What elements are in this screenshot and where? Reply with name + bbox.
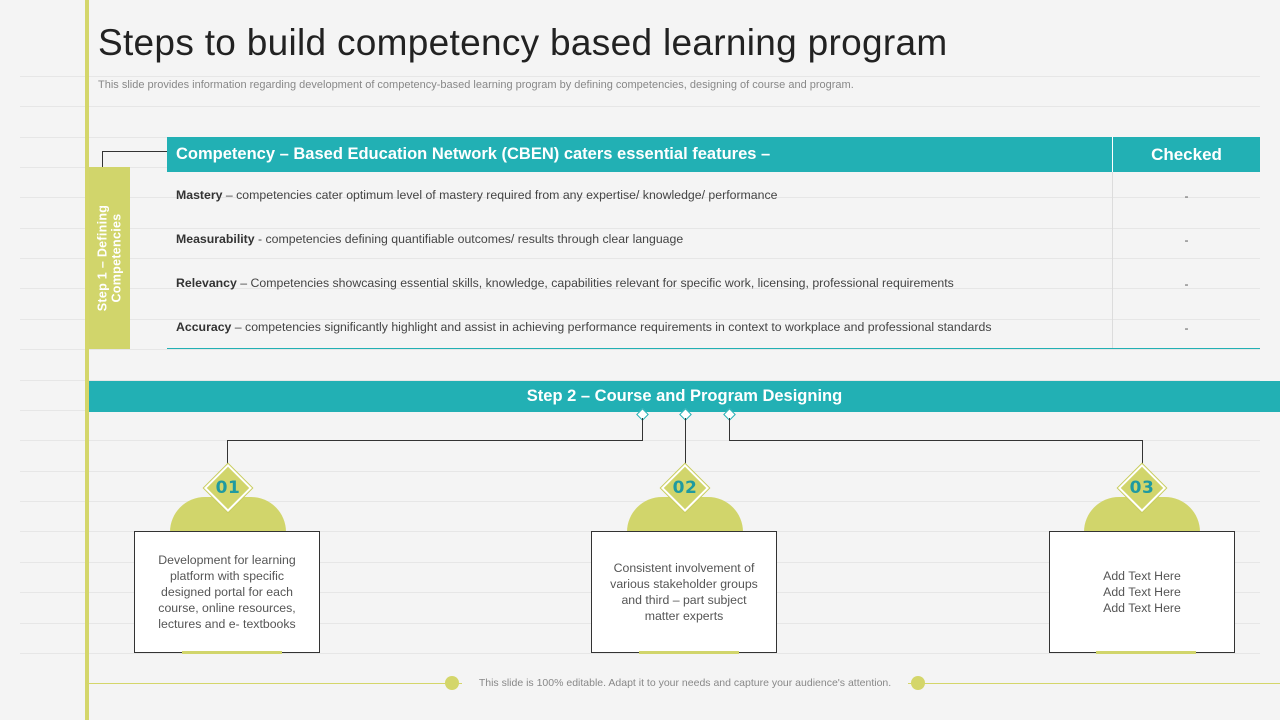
background-rule	[20, 76, 1260, 77]
footer-dot	[445, 676, 459, 690]
row-checked: -	[1184, 321, 1189, 335]
table-row	[176, 276, 954, 290]
table-row	[176, 232, 683, 246]
row-checked: -	[1184, 277, 1189, 291]
background-rule	[20, 349, 1260, 350]
row-term: Measurability	[176, 232, 255, 246]
left-accent-rule	[85, 0, 89, 720]
table-bottom-rule	[167, 348, 1260, 349]
row-text: – competencies significantly highlight and assist in achieving performance requirements in context to workplace and professional standards	[231, 320, 992, 334]
row-text: - competencies defining quantifiable outcomes/ results through clear language	[254, 232, 684, 246]
step1-tab	[89, 167, 130, 349]
connector-line	[685, 418, 686, 465]
connector-line	[102, 151, 103, 167]
row-text: – competencies cater optimum level of mastery required from any expertise/ knowledge/ performance	[222, 188, 778, 202]
step-card-text: Add Text Here Add Text Here Add Text Here	[1103, 569, 1181, 615]
background-rule	[20, 258, 1260, 259]
connector-line	[102, 151, 167, 152]
connector-line	[227, 440, 228, 465]
step1-label: Step 1 – Defining Competencies	[95, 204, 124, 312]
page-subtitle: This slide provides information regarding development of competency-based learning program by defining competencies, designing of course and program.	[98, 79, 854, 91]
connector-line	[1142, 440, 1143, 465]
step-number: 03	[1129, 478, 1155, 498]
connector-line	[642, 418, 643, 440]
card-underline	[1096, 651, 1196, 654]
competency-table-header	[167, 137, 1260, 172]
table-row	[176, 188, 777, 202]
row-term: Mastery	[176, 188, 223, 202]
background-rule	[20, 471, 1260, 472]
footer-dot	[911, 676, 925, 690]
step2-header: Step 2 – Course and Program Designing	[89, 381, 1280, 412]
connector-line	[227, 440, 643, 441]
connector-line	[729, 418, 730, 440]
row-checked: -	[1184, 233, 1189, 247]
row-text: – Competencies showcasing essential skills, knowledge, capabilities relevant for specific work, licensing, professional requirements	[236, 276, 954, 290]
page-title: Steps to build competency based learning program	[98, 22, 948, 63]
step-card	[1049, 531, 1235, 653]
background-rule	[20, 228, 1260, 229]
step-number: 02	[672, 478, 698, 498]
footer-note: This slide is 100% editable. Adapt it to your needs and capture your audience's attention.	[462, 677, 908, 689]
card-underline	[639, 651, 739, 654]
connector-line	[729, 440, 1143, 441]
table-header-checked: Checked	[1151, 145, 1222, 164]
card-underline	[182, 651, 282, 654]
step-card-text: Development for learning platform with specific designed portal for each course, online resources, lectures and e- textbooks	[158, 553, 296, 631]
table-header-title: Competency – Based Education Network (CBEN) caters essential features –	[176, 145, 771, 163]
row-checked: -	[1184, 189, 1189, 203]
background-rule	[20, 106, 1260, 107]
table-row	[176, 320, 991, 334]
row-term: Accuracy	[176, 320, 232, 334]
step-number: 01	[215, 478, 241, 498]
step-card	[591, 531, 777, 653]
step-card-text: Consistent involvement of various stakeholder groups and third – part subject matter experts	[610, 561, 758, 623]
row-term: Relevancy	[176, 276, 237, 290]
step-card	[134, 531, 320, 653]
